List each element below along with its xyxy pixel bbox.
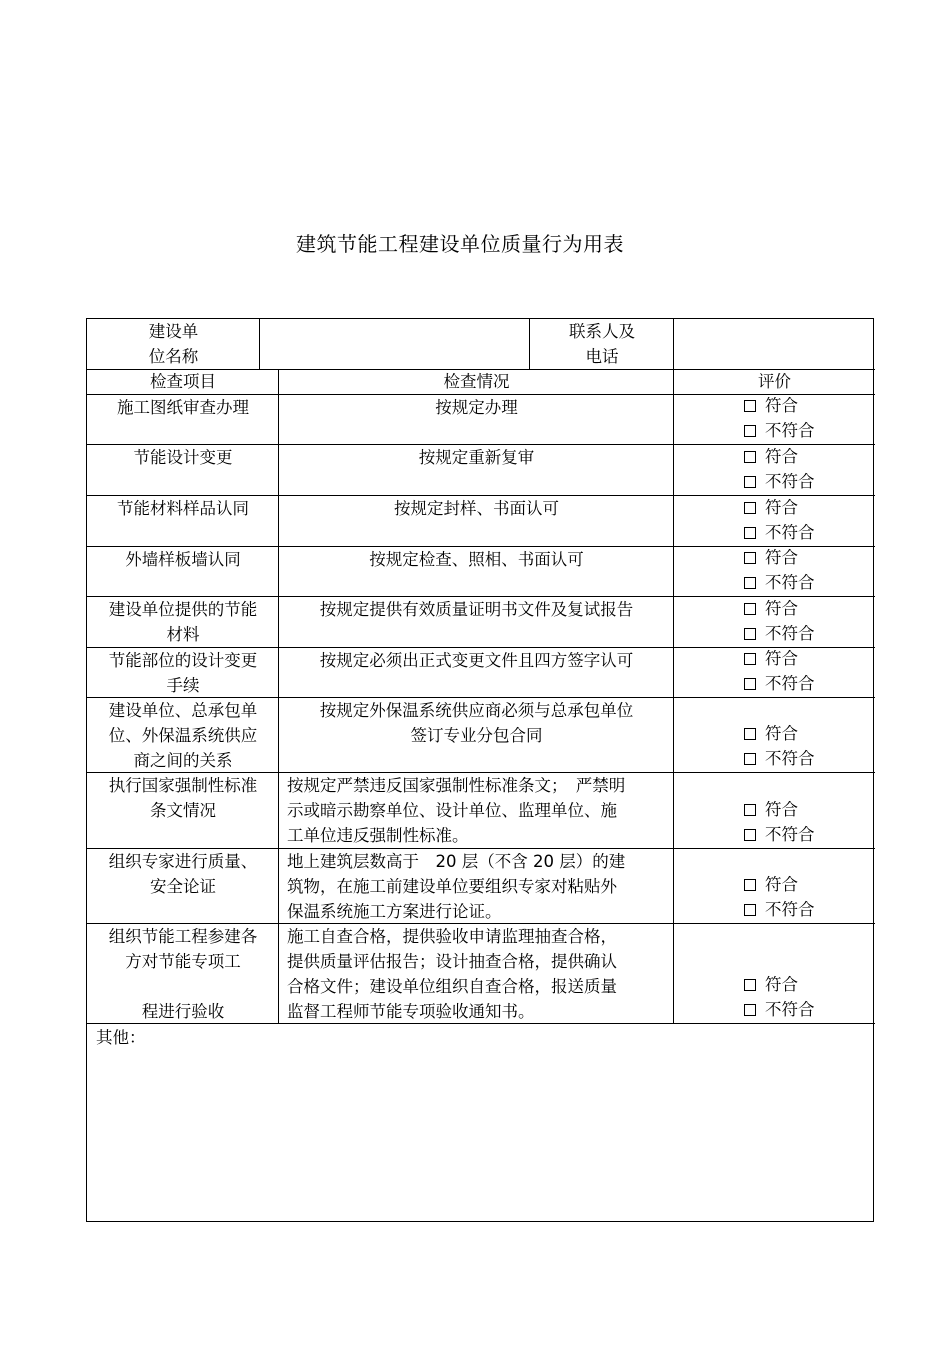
other-label: 其他： [96,1028,146,1047]
contact-label [530,319,674,369]
column-header-item: 检查项目 [150,372,216,391]
page-title: 建筑节能工程建设单位质量行为用表 [296,232,624,256]
contact-label-line: 电话 [585,347,619,366]
evaluation-pass-option[interactable] [744,797,798,822]
evaluation-fail-option-label: 不符合 [765,523,815,542]
check-item-cell-line: 执行国家强制性标准 [108,776,258,795]
evaluation-fail-option[interactable] [744,469,815,494]
check-situation-cell-line: 按规定严禁违反国家强制性标准条文； 严禁明 [287,776,626,795]
evaluation-fail-option[interactable] [744,671,815,696]
contact-label-line: 联系人及 [569,322,635,341]
check-situation-cell [279,648,674,673]
check-item-cell-line: 外墙样板墙认同 [125,550,241,569]
check-situation-cell-line: 筑物，在施工前建设单位要组织专家对粘贴外 [287,877,617,896]
check-item-cell-line: 施工图纸审查办理 [117,398,249,417]
evaluation-pass-option-label: 符合 [765,396,798,415]
inspection-table [86,318,874,1222]
evaluation-fail-option-label: 不符合 [765,825,815,844]
checkbox-icon[interactable] [744,628,756,640]
check-item-cell [89,445,277,470]
check-situation-cell-line: 按规定办理 [435,398,518,417]
evaluation-pass-option[interactable] [744,495,798,520]
checkbox-icon[interactable] [744,400,756,412]
checkbox-icon[interactable] [744,728,756,740]
check-situation-cell [287,924,666,1024]
evaluation-pass-option-label: 符合 [765,875,798,894]
evaluation-fail-option-label: 不符合 [765,749,815,768]
evaluation-pass-option-label: 符合 [765,447,798,466]
check-situation-cell [287,849,666,924]
check-item-cell [89,597,277,647]
check-situation-cell-line: 示或暗示勘察单位、设计单位、监理单位、施 [287,801,617,820]
checkbox-icon[interactable] [744,804,756,816]
evaluation-pass-option[interactable] [744,972,798,997]
check-situation-cell-line: 按规定必须出正式变更文件且四方签字认可 [319,651,634,670]
checkbox-icon[interactable] [744,904,756,916]
check-item-cell [89,698,277,773]
checkbox-icon[interactable] [744,678,756,690]
check-item-cell [89,547,277,572]
check-item-cell-line: 节能材料样品认同 [117,499,249,518]
check-situation-cell [279,547,674,572]
check-situation-cell-line: 合格文件；建设单位组织自查合格，报送质量 [287,977,617,996]
check-item-cell-line: 程进行验收 [141,1002,225,1021]
evaluation-pass-option[interactable] [744,646,798,671]
evaluation-fail-option-label: 不符合 [765,900,815,919]
check-situation-cell [279,698,674,748]
checkbox-icon[interactable] [744,1004,756,1016]
evaluation-pass-option-label: 符合 [765,599,798,618]
check-situation-cell-line: 监督工程师节能专项验收通知书。 [287,1002,535,1021]
evaluation-fail-option[interactable] [744,897,815,922]
check-situation-cell [287,773,666,848]
checkbox-icon[interactable] [744,451,756,463]
check-item-cell-line: 建设单位提供的节能 [108,600,258,619]
check-situation-cell-line: 保温系统施工方案进行论证。 [287,902,502,921]
evaluation-fail-option[interactable] [744,746,815,771]
checkbox-icon[interactable] [744,979,756,991]
check-item-cell-line: 节能部位的设计变更 [108,651,258,670]
check-item-cell [89,849,277,899]
evaluation-fail-option[interactable] [744,822,815,847]
checkbox-icon[interactable] [744,829,756,841]
unit-name-label [87,319,260,369]
column-header-situation: 检查情况 [443,372,510,391]
check-item-cell [89,773,277,823]
evaluation-fail-option-label: 不符合 [765,1000,815,1019]
evaluation-pass-option-label: 符合 [765,975,798,994]
evaluation-fail-option-label: 不符合 [765,624,815,643]
evaluation-pass-option[interactable] [744,721,798,746]
check-item-cell-line: 组织专家进行质量、 [108,852,258,871]
evaluation-pass-option[interactable] [744,872,798,897]
evaluation-pass-option[interactable] [744,545,798,570]
evaluation-fail-option[interactable] [744,418,815,443]
checkbox-icon[interactable] [744,552,756,564]
evaluation-fail-option-label: 不符合 [765,674,815,693]
check-item-cell-line: 手续 [166,676,200,695]
check-item-cell-line: 安全论证 [150,877,216,896]
evaluation-pass-option[interactable] [744,596,798,621]
evaluation-pass-option-label: 符合 [765,649,798,668]
column-header-evaluation: 评价 [758,372,791,391]
checkbox-icon[interactable] [744,502,756,514]
check-situation-cell-line: 按规定外保温系统供应商必须与总承包单位 [319,701,634,720]
check-situation-cell-line: 按规定检查、照相、书面认可 [369,550,584,569]
check-situation-cell [279,395,674,420]
check-item-cell [89,395,277,420]
evaluation-pass-option-label: 符合 [765,724,798,743]
checkbox-icon[interactable] [744,577,756,589]
check-situation-cell-line: 签订专业分包合同 [410,726,543,745]
check-item-cell-line: 节能设计变更 [133,448,233,467]
evaluation-pass-option-label: 符合 [765,800,798,819]
check-situation-cell-line: 按规定封样、书面认可 [394,499,559,518]
unit-name-label-line: 位名称 [148,347,199,366]
check-situation-cell-line: 地上建筑层数高于 20 层（不含 20 层）的建 [287,852,626,871]
check-item-cell [89,924,277,1024]
checkbox-icon[interactable] [744,476,756,488]
check-item-cell-line: 材料 [166,625,200,644]
checkbox-icon[interactable] [744,425,756,437]
check-item-cell [89,648,277,698]
check-situation-cell-line: 工单位违反强制性标准。 [287,826,469,845]
evaluation-pass-option-label: 符合 [765,498,798,517]
check-situation-cell-line: 按规定提供有效质量证明书文件及复试报告 [319,600,634,619]
evaluation-fail-option[interactable] [744,520,815,545]
evaluation-fail-option-label: 不符合 [765,573,815,592]
check-situation-cell [279,496,674,521]
checkbox-icon[interactable] [744,753,756,765]
checkbox-icon[interactable] [744,653,756,665]
evaluation-fail-option[interactable] [744,621,815,646]
unit-name-label-line: 建设单 [148,322,199,341]
checkbox-icon[interactable] [744,527,756,539]
evaluation-pass-option[interactable] [744,444,798,469]
check-situation-cell-line: 按规定重新复审 [418,448,535,467]
check-item-cell-line: 商之间的关系 [133,751,233,770]
evaluation-fail-option[interactable] [744,997,815,1022]
check-item-cell-line: 条文情况 [150,801,216,820]
check-situation-cell-line: 提供质量评估报告；设计抽查合格，提供确认 [287,952,617,971]
check-situation-cell [279,445,674,470]
check-situation-cell [279,597,674,622]
checkbox-icon[interactable] [744,879,756,891]
check-item-cell-line: 方对节能专项工 [125,952,241,971]
evaluation-pass-option[interactable] [744,393,798,418]
check-item-cell-line: 组织节能工程参建各 [108,927,258,946]
check-situation-cell-line: 施工自查合格，提供验收申请监理抽查合格， [287,927,617,946]
evaluation-fail-option-label: 不符合 [765,472,815,491]
evaluation-fail-option[interactable] [744,570,815,595]
check-item-cell-line: 位、外保温系统供应 [108,726,258,745]
check-item-cell-line: 建设单位、总承包单 [108,701,258,720]
evaluation-pass-option-label: 符合 [765,548,798,567]
checkbox-icon[interactable] [744,603,756,615]
check-item-cell-line [89,974,277,999]
check-item-cell [89,496,277,521]
evaluation-fail-option-label: 不符合 [765,421,815,440]
